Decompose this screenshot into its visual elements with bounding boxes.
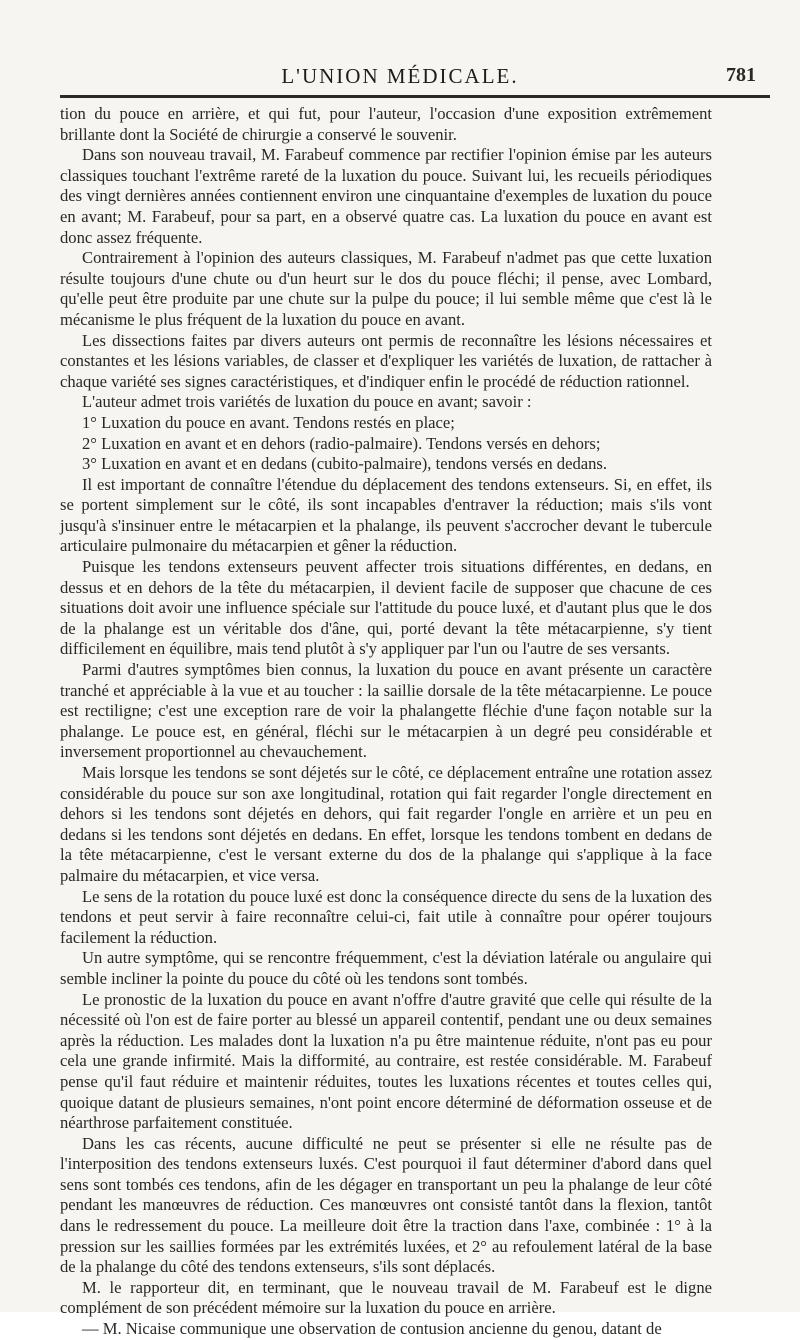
paragraph: Parmi d'autres symptômes bien connus, la luxation du pouce en avant présente un caractère tranché et appréciable à la vue et au toucher : la saillie dorsale de la tête métacarpienne. Le pouce est rectiligne; c'est une exception rare de voir la phalangette fléchie d'une façon notable sur la phalange. Le pouce est, en général, fléchi sur le métacarpien à un degré peu considérable et inversement proportionnel au chevauchement. <box>60 660 712 762</box>
paragraph: M. le rapporteur dit, en terminant, que le nouveau travail de M. Farabeuf est le digne complément de son précédent mémoire sur la luxation du pouce en arrière. <box>60 1277 712 1318</box>
paragraph: Mais lorsque les tendons se sont déjetés sur le côté, ce déplacement entraîne une rotation assez considérable du pouce sur son axe longitudinal, rotation qui fait regarder l'ongle directement en dehors si les tendons sont déjetés en dehors, qui fait regarder l'ongle en arrière et un peu en dedans si les tendons sont déjetés en dedans. En effet, lorsque les tendons tombent en dedans de la tête métacarpienne, c'est le versant externe du dos de la phalange qui s'applique à la face palmaire du métacarpien, et vice versa. <box>60 763 712 885</box>
paragraph: Puisque les tendons extenseurs peuvent affecter trois situations différentes, en dedans, en dessus et en dehors de la tête du métacarpien, il devient facile de supposer que chacune de ces situations doit avoir une influence spéciale sur l'attitude du pouce luxé, et d'autant plus que le dos de la phalange est un véritable dos d'âne, qui, porté devant la tête métacarpienne, s'y tient difficilement en équilibre, mais tend plutôt à s'y appliquer par l'un ou l'autre de ses versants. <box>60 557 712 659</box>
paragraph: Le sens de la rotation du pouce luxé est donc la conséquence directe du sens de la luxation des tendons et peut servir à faire reconnaître celui-ci, fait utile à connaître pour opérer toujours facilement la réduction. <box>60 886 712 947</box>
paragraph: Dans les cas récents, aucune difficulté ne peut se présenter si elle ne résulte pas de l'interposition des tendons extenseurs luxés. C'est pourquoi il faut déterminer d'abord dans quel sens sont tombés ces tendons, afin de les dégager en transportant un peu la phalange de leur côté pendant les manœuvres de réduction. Ces manœuvres ont consisté tantôt dans la flexion, tantôt dans le redressement du pouce. La meilleure doit être la traction dans l'axe, combinée : 1° à la pression sur les saillies formées par les extrémités luxées, et 2° au refoulement latéral de la base de la phalange du côté des tendons extenseurs, s'ils sont déplacés. <box>60 1133 712 1277</box>
header-rule <box>60 95 770 98</box>
paragraph: L'auteur admet trois variétés de luxation du pouce en avant; savoir : <box>82 392 532 412</box>
paragraph: — M. Nicaise communique une observation de contusion ancienne du genou, datant de <box>82 1319 662 1339</box>
paragraph: Le pronostic de la luxation du pouce en avant n'offre d'autre gravité que celle qui résulte de la nécessité où l'on est de faire porter au blessé un appareil contentif, pendant une ou deux semaines après la réduction. Les malades dont la luxation n'a pu être maintenue réduite, n'ont pas eu pour cela une grande infirmité. Mais la difformité, au contraire, est restée considérable. M. Farabeuf pense qu'il faut réduire et maintenir réduites, toutes les luxations récentes et toutes celles qui, quoique datant de plusieurs semaines, n'ont point encore déterminé de déformation osseuse et de néarthrose parfaitement constituée. <box>60 989 712 1133</box>
paragraph: Contrairement à l'opinion des auteurs classiques, M. Farabeuf n'admet pas que cette luxation résulte toujours d'une chute ou d'un heurt sur le dos du pouce fléchi; il pense, avec Lombard, qu'elle peut être produite par une chute sur la pulpe du pouce; il lui semble même que c'est là le mécanisme le plus fréquent de la luxation du pouce en avant. <box>60 248 712 329</box>
paragraph: Les dissections faites par divers auteurs ont permis de reconnaître les lésions nécessaires et constantes et les lésions variables, de classer et d'expliquer les variétés de luxation, de rattacher à chaque variété ses signes caractéristiques, et d'indiquer enfin le procédé de réduction rationnel. <box>60 330 712 391</box>
list-item: 3° Luxation en avant et en dedans (cubito-palmaire), tendons versés en dedans. <box>82 454 608 474</box>
paragraph: Il est important de connaître l'étendue du déplacement des tendons extenseurs. Si, en effet, ils se portent simplement sur le côté, ils sont incapables d'entraver la réduction; mais s'ils vont jusqu'à s'insinuer entre le métacarpien et la phalange, ils peuvent s'accrocher devant le tubercule articulaire pulmonaire du métacarpien et gêner la réduction. <box>60 474 712 556</box>
list-item: 2° Luxation en avant et en dehors (radio-palmaire). Tendons versés en dehors; <box>82 433 601 453</box>
paragraph: Un autre symptôme, qui se rencontre fréquemment, c'est la déviation latérale ou angulaire qui semble incliner la pointe du pouce du côté où les tendons sont tombés. <box>60 948 712 988</box>
paragraph: tion du pouce en arrière, et qui fut, pour l'auteur, l'occasion d'une exposition extrêmement brillante dont la Société de chirurgie a conservé le souvenir. <box>60 104 712 144</box>
article-body <box>60 104 712 1340</box>
paragraph: Dans son nouveau travail, M. Farabeuf commence par rectifier l'opinion émise par les auteurs classiques touchant l'extrême rareté de la luxation du pouce. Suivant lui, les recueils périodiques des vingt dernières années contiennent environ une cinquantaine d'exemples de luxation du pouce en avant; M. Farabeuf, pour sa part, en a observé quatre cas. La luxation du pouce en avant est donc assez fréquente. <box>60 145 712 247</box>
page-header <box>0 56 800 96</box>
page-number: 781 <box>726 64 756 86</box>
list-item: 1° Luxation du pouce en avant. Tendons restés en place; <box>82 412 455 432</box>
running-title: L'UNION MÉDICALE. <box>281 64 519 88</box>
